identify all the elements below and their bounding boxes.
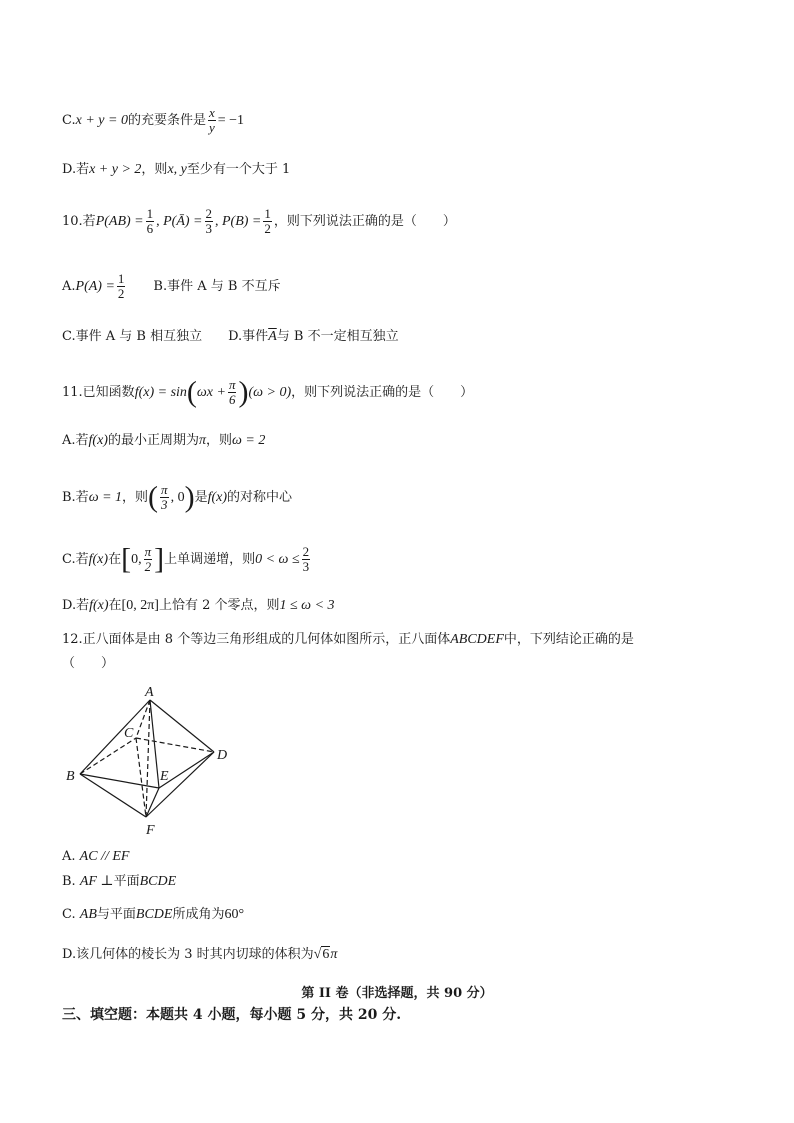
numerator: 1 xyxy=(117,271,125,286)
numerator: π xyxy=(161,482,168,497)
math-expr: f(x) xyxy=(207,490,228,505)
option-label: A. xyxy=(62,279,76,294)
question-text: ，则下列说法正确的是（ ） xyxy=(273,214,456,229)
option-text: 平面 xyxy=(113,874,140,889)
option-label: C.若 xyxy=(62,552,89,567)
option-label: A.若 xyxy=(62,433,89,448)
option-text: ，则 xyxy=(122,490,149,505)
math-expr: 0 < ω ≤ xyxy=(255,552,300,567)
option-label: D.若 xyxy=(62,162,90,177)
numerator: 2 xyxy=(302,544,310,559)
q10-options-ab xyxy=(62,272,281,301)
denominator: 6 xyxy=(228,392,236,407)
option-label: C. xyxy=(62,113,76,128)
math-expr: AC // EF xyxy=(79,849,130,864)
vertex-label-a: A xyxy=(145,685,154,700)
option-label: C. xyxy=(62,907,76,922)
math-expr: x + y = 0 xyxy=(75,113,128,128)
numerator: 1 xyxy=(264,206,271,221)
math-expr: ω = 2 xyxy=(232,433,266,448)
numerator: π xyxy=(228,377,236,392)
q12-stem-line2 xyxy=(62,655,114,673)
math-expr: , 0 xyxy=(170,490,185,505)
option-text: ，则 xyxy=(206,433,233,448)
q10-options-cd xyxy=(62,328,399,346)
math-expr: f(x) xyxy=(88,552,109,567)
octahedron-figure xyxy=(60,682,240,842)
math-expr: ωx + xyxy=(196,385,226,400)
option-label: B. xyxy=(62,874,76,889)
question-number: 10.若 xyxy=(62,214,96,229)
option-text: D.该几何体的棱长为 3 时其内切球的体积为 xyxy=(62,947,314,962)
math-expr: f(x) xyxy=(89,598,109,613)
math-expr: 0, xyxy=(131,552,142,567)
math-expr: BCDE xyxy=(139,874,177,889)
option-text: 至少有一个大于 1 xyxy=(186,162,291,177)
vertex-label-d: D xyxy=(217,748,228,763)
vertex-label-b: B xyxy=(66,769,75,784)
edge-ad xyxy=(150,700,214,752)
fraction xyxy=(144,545,153,574)
vertex-label-f: F xyxy=(146,823,155,838)
q12-option-c xyxy=(62,906,244,924)
fraction xyxy=(146,207,155,236)
math-expr: x, y xyxy=(167,162,187,177)
question-text: 中，下列结论正确的是 xyxy=(503,632,634,647)
q11-stem: 11.已知函数f(x) = sin(ωx + $\frac{\pi}{6}$ )(ω > 0)，则下列说法正确的是（ ） xyxy=(62,375,474,409)
math-expr: ω = 1 xyxy=(88,490,123,505)
option-label: D.若 xyxy=(62,598,90,613)
math-expr: P(A) = xyxy=(75,279,115,294)
fraction xyxy=(160,483,169,512)
denominator: 2 xyxy=(117,286,125,301)
math-expr: (ω > 0) xyxy=(248,385,292,400)
math-expr: P(Ā) = xyxy=(163,214,203,229)
math-expr: P(B) = xyxy=(222,214,262,229)
option-text: 上恰有 2 个零点，则 xyxy=(158,598,280,613)
math-expr: AB xyxy=(79,907,97,922)
option-text: 的最小正周期为 xyxy=(107,433,199,448)
q11-option-b: B.若ω = 1，则( $\frac{\pi}{3}$ , 0)是f(x)的对称中心 xyxy=(62,480,293,514)
option-text: 在 xyxy=(108,598,122,613)
option-text: 的对称中心 xyxy=(227,490,293,505)
q12-stem xyxy=(62,631,634,649)
numerator: 2 xyxy=(205,206,212,221)
radicand: 6 xyxy=(322,947,330,962)
answer-bracket: （ ） xyxy=(62,656,115,671)
q11-option-a xyxy=(62,432,265,450)
q9-option-c xyxy=(62,106,244,135)
numerator: π xyxy=(144,544,152,559)
fraction xyxy=(117,272,126,301)
denominator: 3 xyxy=(302,559,310,574)
vertex-label-c: C xyxy=(124,726,134,741)
option-c-text: C.事件 A 与 B 相互独立 xyxy=(62,329,203,344)
fraction xyxy=(263,207,272,236)
question-text: ，则下列说法正确的是（ ） xyxy=(291,385,474,400)
math-expr: f(x) xyxy=(88,433,108,448)
math-expr: f(x) = sin xyxy=(134,385,187,400)
option-text: 上单调递增，则 xyxy=(164,552,256,567)
math-expr: π xyxy=(330,947,338,962)
edge-af-hidden xyxy=(146,700,150,817)
fraction xyxy=(205,207,214,236)
fraction xyxy=(228,378,237,407)
option-b-text: B.事件 A 与 B 不互斥 xyxy=(153,279,281,294)
question-text: 12.正八面体是由 8 个等边三角形组成的几何体如图所示，正八面体 xyxy=(62,632,451,647)
edge-bc-hidden xyxy=(80,738,136,774)
edge-cf-hidden xyxy=(136,738,146,817)
math-expr: π xyxy=(198,433,206,448)
option-text: 与 B 不一定相互独立 xyxy=(276,329,399,344)
section-title: 第 II 卷（非选择题，共 90 分） xyxy=(301,986,493,1001)
q12-option-b xyxy=(62,873,176,891)
q12-option-d xyxy=(62,946,337,964)
option-text: 所成角为 xyxy=(172,907,225,922)
vertex-label-e: E xyxy=(160,769,169,784)
numerator: 1 xyxy=(146,206,154,221)
option-label: B.若 xyxy=(62,490,89,505)
edge-ef xyxy=(146,788,159,817)
option-text: 是 xyxy=(194,490,208,505)
q10-stem: 10.若P(AB) = $\frac{1}{6}$ , P(Ā) = $\frac{2}{3}$ , P(B) = $\frac{1}{2}$ ，则下列说法正确的是（ ） xyxy=(62,206,456,236)
numerator: x xyxy=(208,105,215,120)
q12-option-a xyxy=(62,848,129,866)
denominator: 3 xyxy=(205,221,212,236)
q11-option-c: C.若f(x)在[0, $\frac{\pi}{2}$ ]上单调递增，则0 < ω ≤ $\frac{2}{3}$ xyxy=(62,542,310,576)
denominator: 2 xyxy=(144,559,152,574)
math-expr: ABCDEF xyxy=(450,632,504,647)
fraction xyxy=(302,545,311,574)
math-expr: BCDE xyxy=(135,907,173,922)
fraction xyxy=(208,106,216,135)
option-label: A. xyxy=(62,849,76,864)
q11-option-d xyxy=(62,597,335,615)
q9-option-d xyxy=(62,161,290,179)
option-text: 在 xyxy=(108,552,122,567)
option-text: ，则 xyxy=(141,162,168,177)
option-text: 与平面 xyxy=(96,907,136,922)
denominator: 3 xyxy=(161,497,168,512)
math-expr: 60° xyxy=(224,907,245,922)
math-expr: AF ⊥ xyxy=(79,874,114,889)
denominator: 6 xyxy=(146,221,154,236)
question-number: 11.已知函数 xyxy=(62,385,135,400)
math-expr: x + y > 2 xyxy=(89,162,142,177)
math-expr: = −1 xyxy=(217,113,245,128)
sqrt-expr: √6 xyxy=(313,947,330,962)
math-expr: [0, 2π] xyxy=(121,598,159,613)
edge-ac-hidden xyxy=(136,700,150,738)
denominator: y xyxy=(208,120,215,135)
math-expr: $\overline{A}$ xyxy=(268,329,277,344)
math-expr: P(AB) = xyxy=(95,214,144,229)
part3-heading: 三、填空题：本题共 4 小题，每小题 5 分，共 20 分. xyxy=(62,1007,402,1023)
option-text: 的充要条件是 xyxy=(127,113,206,128)
edge-ae xyxy=(150,700,159,788)
option-label: D.事件 xyxy=(228,329,269,344)
math-expr: 1 ≤ ω < 3 xyxy=(279,598,335,613)
denominator: 2 xyxy=(264,221,271,236)
